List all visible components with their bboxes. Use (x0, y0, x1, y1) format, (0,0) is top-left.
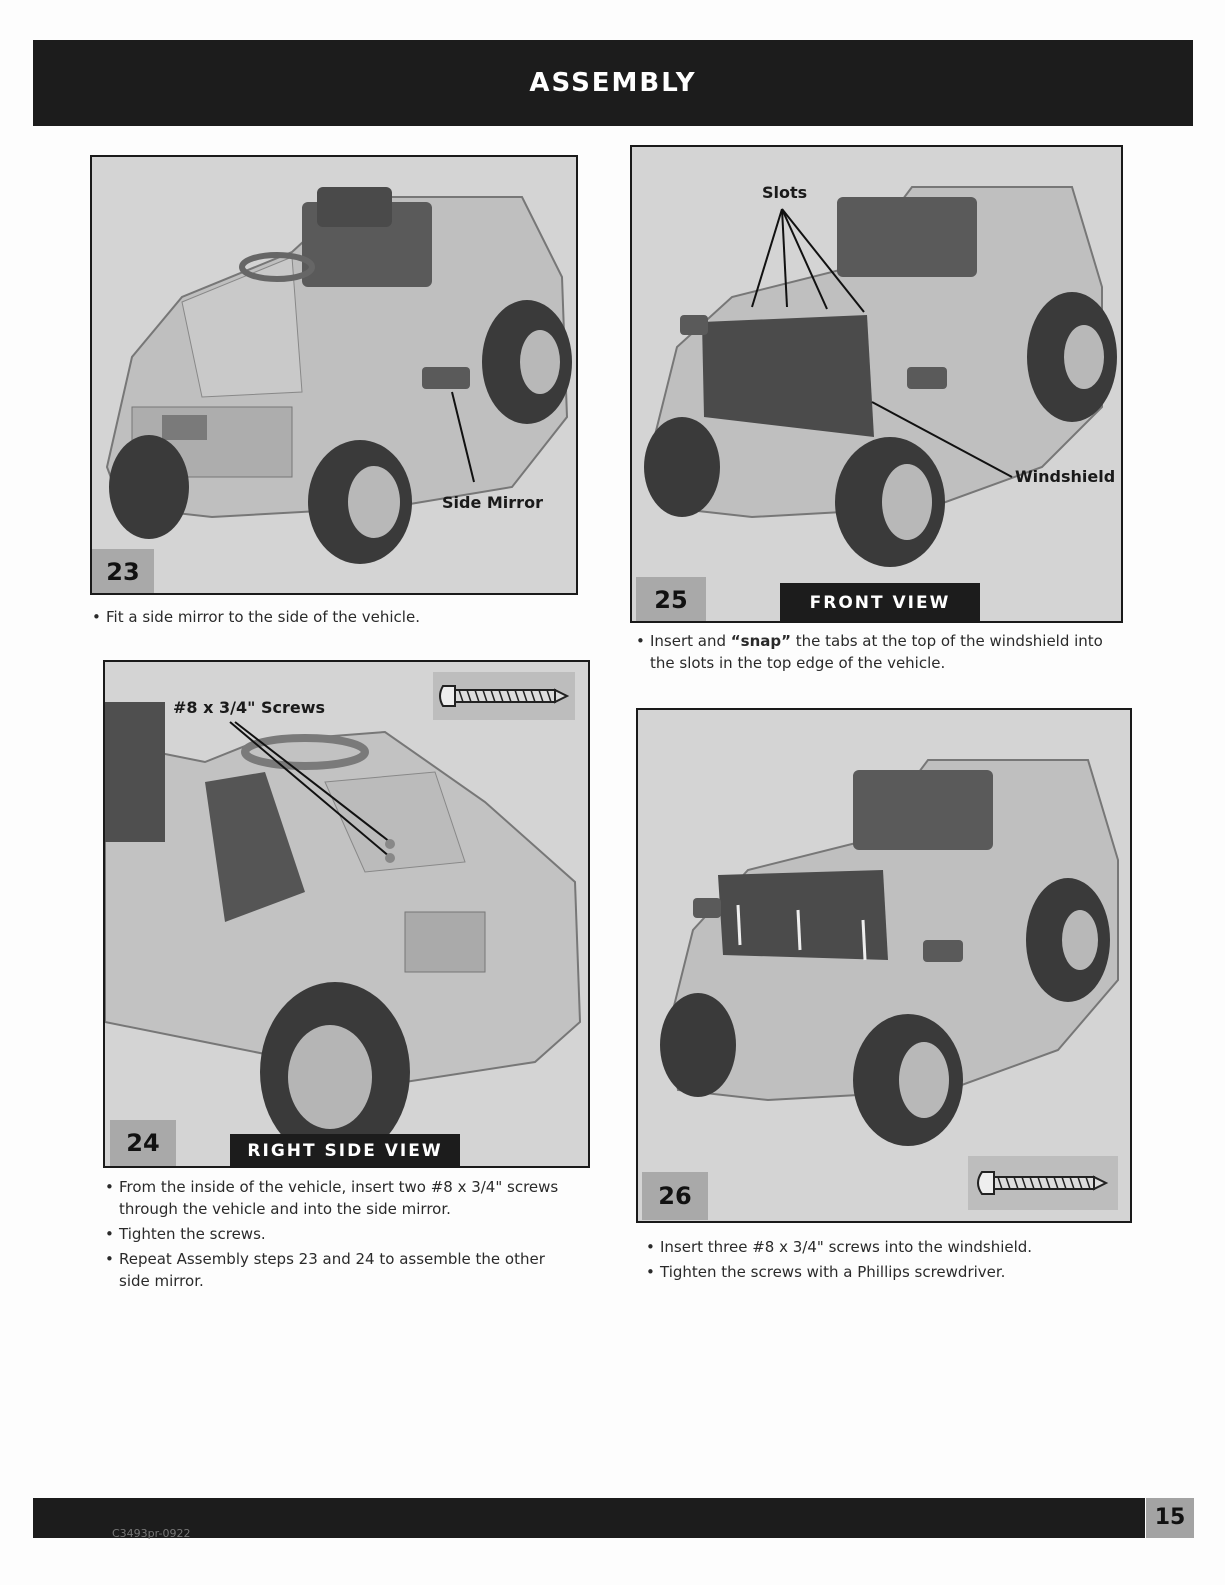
step-26-badge: 26 (642, 1172, 708, 1220)
callout-slots: Slots (762, 183, 808, 202)
callout-screws-24: #8 x 3/4" Screws (173, 698, 326, 717)
instruction-item: • From the inside of the vehicle, insert two #8 x 3/4" screws through the vehicle and into the side mirror. (105, 1176, 575, 1220)
step-23-badge: 23 (92, 549, 154, 595)
instruction-text-pre: Insert and (650, 632, 731, 650)
instruction-item (636, 630, 1126, 674)
view-label-24: RIGHT SIDE VIEW (230, 1134, 460, 1168)
screw-icon (968, 1156, 1118, 1210)
header-bar (33, 40, 1193, 126)
step-25-panel (630, 145, 1123, 623)
instruction-item: • Tighten the screws with a Phillips screwdriver. (646, 1261, 1126, 1283)
step-23-panel (90, 155, 578, 595)
instruction-item: • Insert three #8 x 3/4" screws into the windshield. (646, 1236, 1126, 1258)
footer-bar (33, 1498, 1145, 1538)
page-number: 15 (1146, 1498, 1194, 1538)
snap-emphasis: “snap” (730, 632, 791, 650)
step-24-panel (103, 660, 590, 1168)
screw-box-26 (968, 1156, 1118, 1210)
truck-illustration-23 (92, 157, 578, 595)
callout-windshield: Windshield (1015, 467, 1116, 486)
instruction-item: • Repeat Assembly steps 23 and 24 to assemble the other side mirror. (105, 1248, 575, 1292)
step-26-panel (636, 708, 1132, 1223)
instruction-item: • Fit a side mirror to the side of the vehicle. (92, 606, 572, 628)
callout-side-mirror: Side Mirror (442, 493, 543, 512)
instruction-item: • Tighten the screws. (105, 1223, 575, 1245)
step-25-instructions (636, 630, 1126, 677)
step-26-instructions (646, 1236, 1126, 1286)
screw-icon (433, 672, 575, 720)
step-23-instructions (92, 606, 572, 631)
truck-illustration-25 (632, 147, 1123, 623)
page-title: ASSEMBLY (529, 68, 697, 98)
truck-illustration-26 (638, 710, 1132, 1223)
truck-illustration-24 (105, 662, 590, 1168)
footer-code: C3493pr-0922 (112, 1527, 191, 1540)
instruction-text-post: the tabs at the top of the windshield into the slots in the top edge of the vehicle. (650, 632, 1103, 672)
view-label-25: FRONT VIEW (780, 583, 980, 623)
step-24-instructions (105, 1176, 575, 1295)
step-25-badge: 25 (636, 577, 706, 623)
step-24-badge: 24 (110, 1120, 176, 1166)
screw-box-24 (433, 672, 575, 720)
